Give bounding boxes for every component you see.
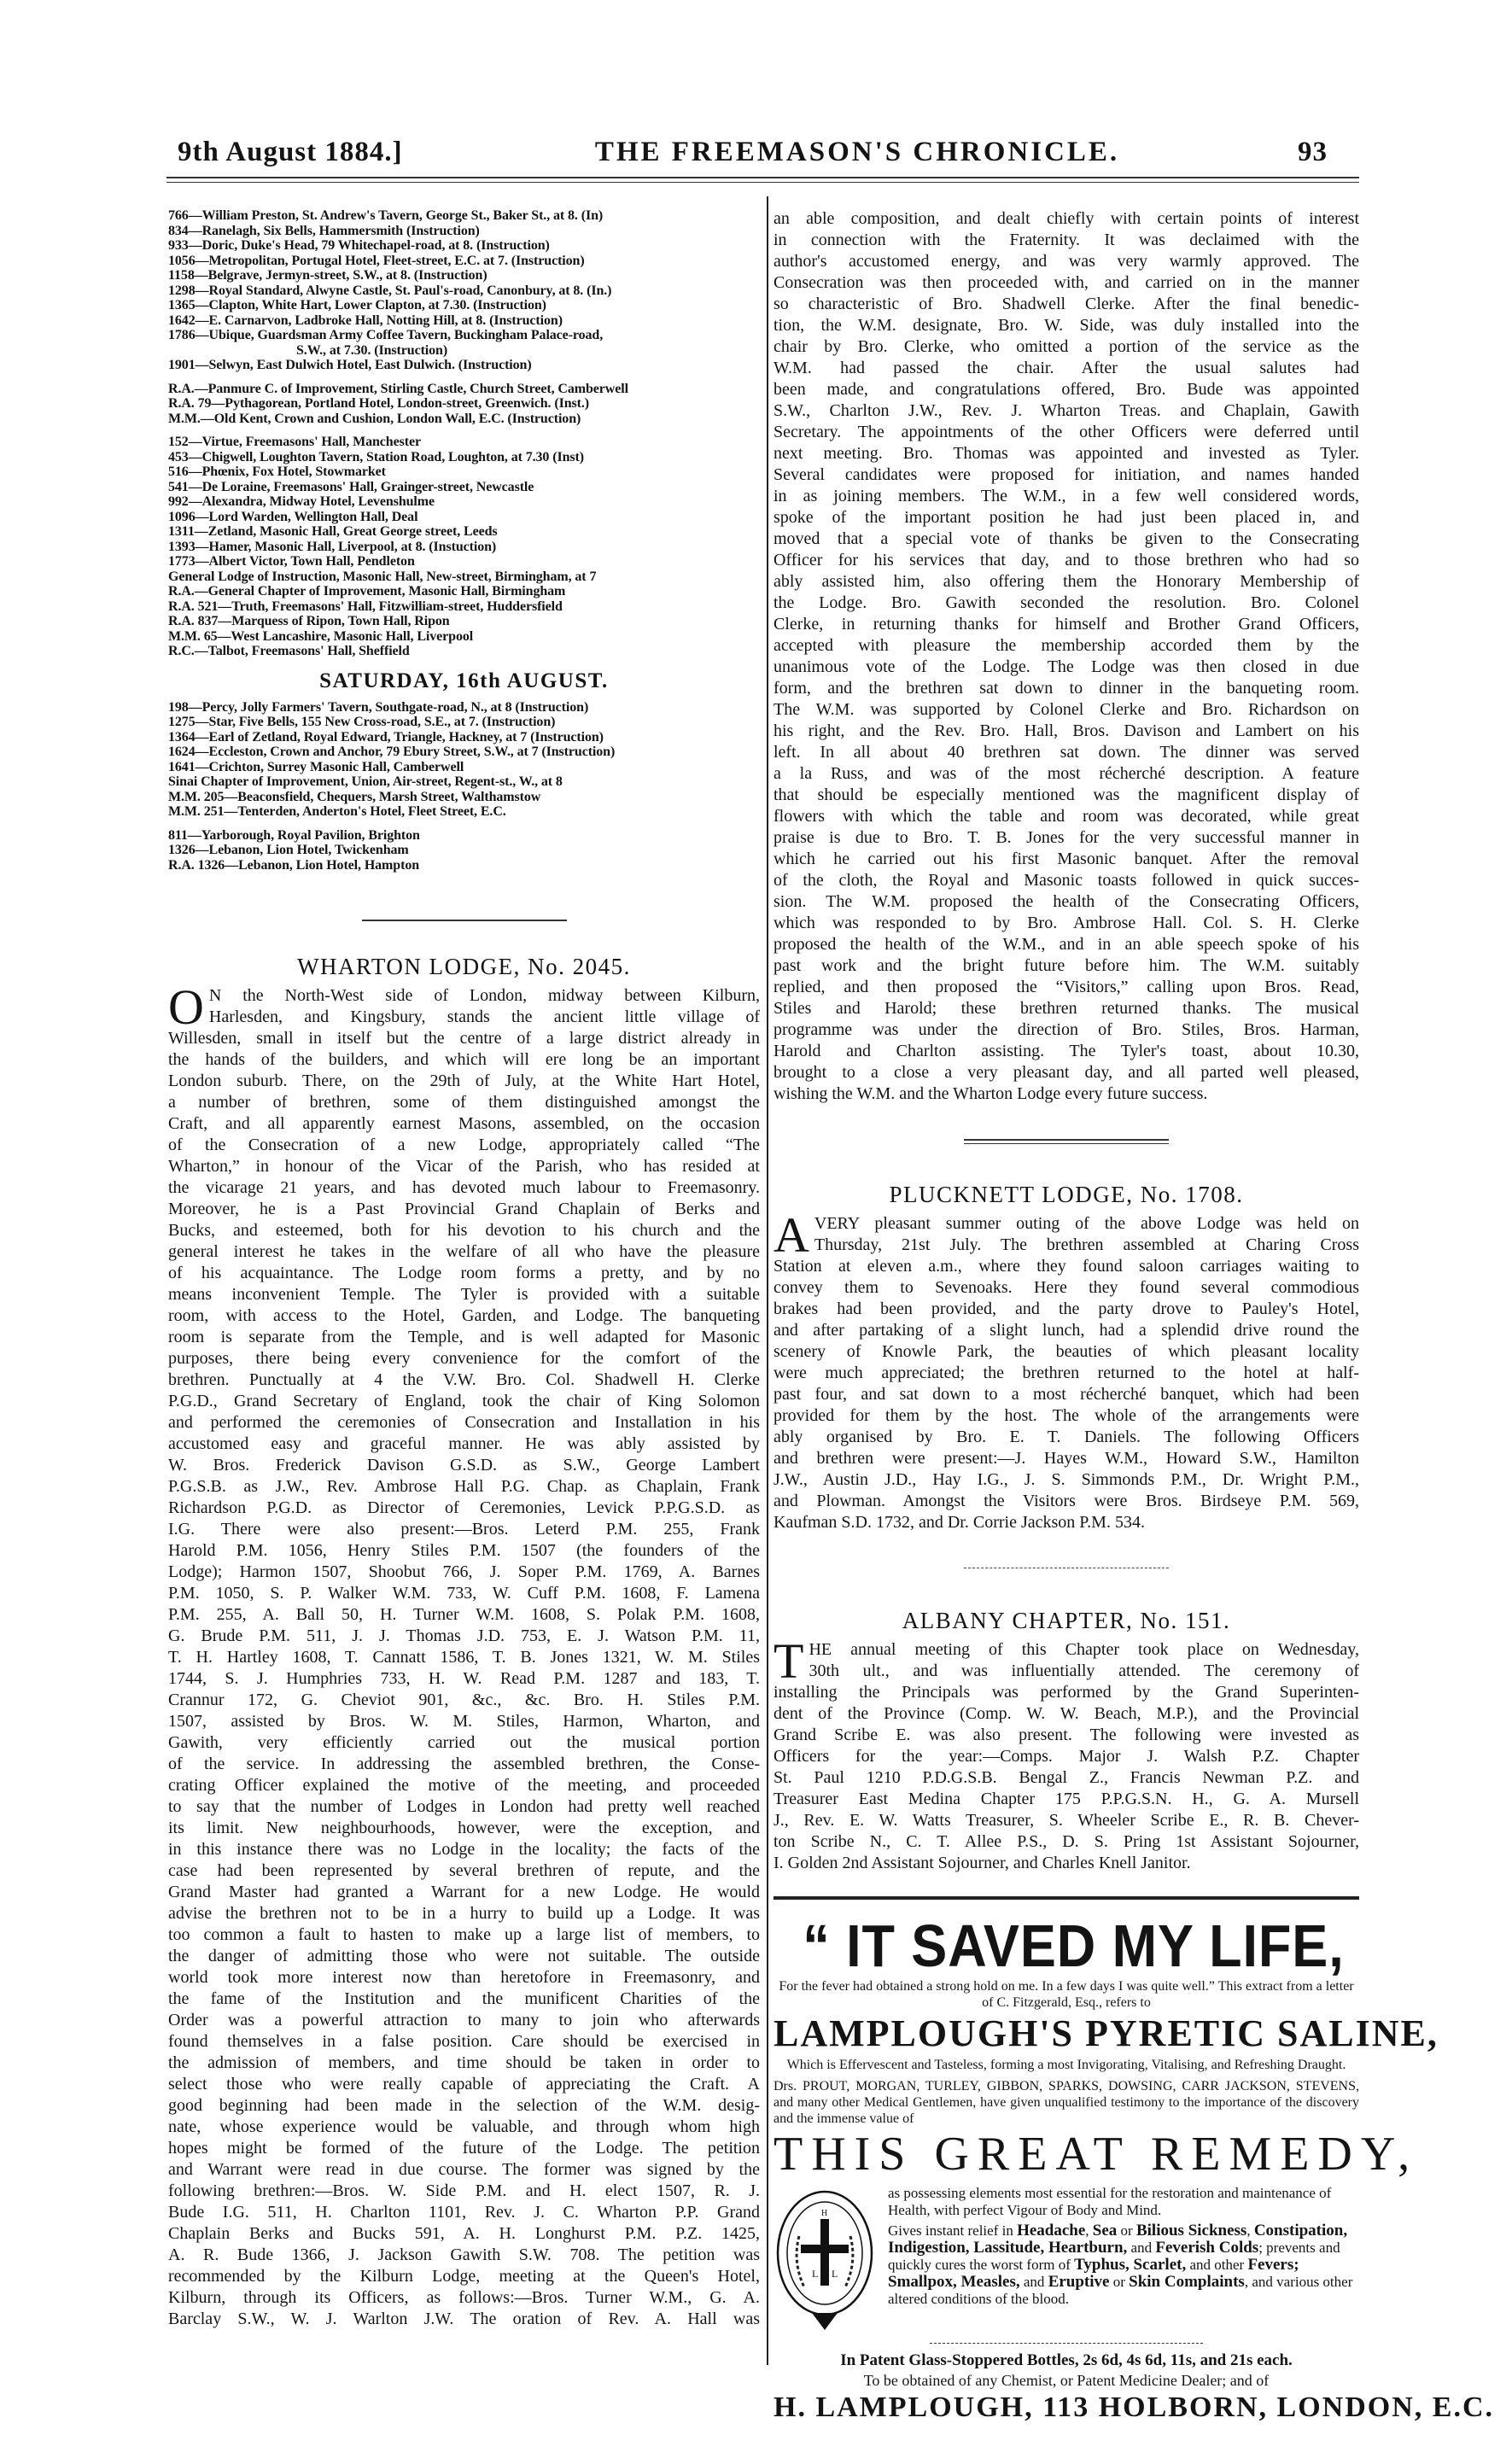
text-line: Barclay S.W., W. J. Warlton J.W. The oration of Rev. A. Hall was <box>168 2310 760 2328</box>
meeting-entry-line: R.A. 1326—Lebanon, Lion Hotel, Hampton <box>168 857 420 873</box>
text-line: I. Golden 2nd Assistant Sojourner, and Charles Knell Janitor. <box>774 1854 1191 1872</box>
text-line: hopes might be formed of the future of the Lodge. The petition <box>168 2139 760 2158</box>
text-line: HE annual meeting of this Chapter took place on Wednesday, <box>809 1640 1359 1659</box>
header-rule <box>166 177 1359 178</box>
meeting-entry-line: R.A.—Panmure C. of Improvement, Stirling Castle, Church Street, Camberwell <box>168 381 628 396</box>
meeting-entry <box>168 358 760 373</box>
meeting-entry <box>168 254 760 269</box>
text-line: crating Officer explained the motive of the meeting, and proceeded <box>168 1776 760 1795</box>
meeting-entry <box>168 584 760 599</box>
meeting-entry <box>168 283 760 299</box>
text-line: Officer for his services that day, and to those brethren who had so <box>774 551 1359 569</box>
relief-text: , and various other altered conditions of the blood. <box>888 2274 1353 2307</box>
text-line: Crannur 172, G. Cheviot 901, &c., &c. Bro. H. Stiles P.M. <box>168 1691 760 1709</box>
advert-possessing: as possessing elements most essential for the restoration and maintenance of Health, with perfect Vigour of Body and Mind. <box>888 2185 1332 2218</box>
meeting-entry <box>168 494 760 510</box>
ailment-emphasis: Eruptive <box>1048 2273 1110 2291</box>
meeting-entry-line: 1773—Albert Victor, Town Hall, Pendleton <box>168 554 415 569</box>
meeting-entry <box>168 804 760 820</box>
advert-remedy-title: THIS GREAT REMEDY, <box>774 2128 1419 2181</box>
advert-rule <box>930 2343 1203 2344</box>
trade-mark-emblem-icon <box>774 2185 876 2334</box>
text-line: an able composition, and dealt chiefly with certain points of interest <box>774 209 1359 228</box>
meeting-group <box>168 828 760 873</box>
relief-text: or <box>1117 2222 1136 2239</box>
text-line: 1744, S. J. Humphries 733, H. W. Read P.M. 1287 and 183, T. <box>168 1669 760 1688</box>
meeting-entry-line: 1365—Clapton, White Hart, Lower Clapton, at 7.30. (Instruction) <box>168 298 546 312</box>
text-line: Order was a powerful attraction to many to join who afterwards <box>168 2011 760 2029</box>
text-line: Officers for the year:—Comps. Major J. Walsh P.Z. Chapter <box>774 1747 1359 1766</box>
meeting-entry-line: 1393—Hamer, Masonic Hall, Liverpool, at 8. (Instuction) <box>168 539 497 554</box>
text-line: brakes had been provided, and the party drove to Pauley's Hotel, <box>774 1299 1359 1318</box>
ailment-emphasis: Sea <box>1092 2222 1118 2240</box>
meeting-entry-line: 933—Doric, Duke's Head, 79 Whitechapel-road, at 8. (Instruction) <box>168 238 550 253</box>
meeting-entry-line: 453—Chigwell, Loughton Tavern, Station Road, Loughton, at 7.30 (Inst) <box>168 449 584 464</box>
text-line: Harold P.M. 1056, Henry Stiles P.M. 1507 (the founders of the <box>168 1541 760 1560</box>
text-line: of the Consecration of a new Lodge, appropriately called “The <box>168 1136 760 1154</box>
relief-text: and <box>1127 2240 1156 2256</box>
meeting-entry-line: M.M. 65—West Lancashire, Masonic Hall, Liverpool <box>168 628 474 644</box>
text-line: Chaplain Berks and Bucks 591, A. H. Longhurst P.M. P.Z. 1425, <box>168 2224 760 2243</box>
article-heading-plucknett: PLUCKNETT LODGE, No. 1708. <box>889 1182 1244 1207</box>
text-line: Consecration was then proceeded with, and carried on in the manner <box>774 273 1359 292</box>
meeting-entry <box>168 700 760 715</box>
meeting-group <box>168 435 760 659</box>
meeting-entry <box>168 396 760 412</box>
text-line: I.G. There were also present:—Bros. Leterd P.M. 255, Frank <box>168 1520 760 1539</box>
text-line: world took more interest now than heretofore in Freemasonry, and <box>168 1968 760 1987</box>
meeting-entry <box>168 298 760 313</box>
text-line: good beginning had been made in the selection of the W.M. desig- <box>168 2096 760 2115</box>
text-line: a la Russ, and was of the most récherché description. A feature <box>774 764 1359 783</box>
text-line: 30th ult., and was influentially attended. The ceremony of <box>809 1661 1359 1680</box>
text-line: ton Scribe N., C. T. Allee P.S., D. S. Pring 1st Assistant Sojourner, <box>774 1832 1359 1851</box>
text-line: flowers with which the table and room was decorated, while great <box>774 807 1359 826</box>
meeting-entry-line: M.M. 251—Tenterden, Anderton's Hotel, Fleet Street, E.C. <box>168 804 506 819</box>
text-line: replied, and then proposed the “Visitors,” calling upon Bros. Read, <box>774 978 1359 996</box>
ailment-emphasis: Feverish Colds <box>1155 2239 1259 2257</box>
meeting-entry <box>168 224 760 239</box>
text-line: its limit. New neighbourhoods, however, were the exception, and <box>168 1819 760 1837</box>
ailment-emphasis: Fevers; Smallpox, Measles, <box>888 2256 1299 2291</box>
meeting-entry-line: S.W., at 7.30. (Instruction) <box>296 342 448 358</box>
text-line: Thursday, 21st July. The brethren assembled at Charing Cross <box>814 1235 1359 1254</box>
meeting-entry-line: R.C.—Talbot, Freemasons' Hall, Sheffield <box>168 644 410 658</box>
advert-address: H. LAMPLOUGH, 113 HOLBORN, LONDON, E.C. <box>774 2391 1494 2423</box>
meeting-entry <box>168 524 760 540</box>
text-line: praise is due to Bro. T. B. Jones for the very successful manner in <box>774 828 1359 847</box>
text-line: next meeting. Bro. Thomas was appointed and invested as Tyler. <box>774 444 1359 463</box>
plucknett-article-body <box>774 1207 1359 1533</box>
meeting-entry-line: R.A. 521—Truth, Freemasons' Hall, Fitzwilliam-street, Huddersfield <box>168 599 563 614</box>
text-line: purposes, there being every convenience for the comfort of the <box>168 1349 760 1368</box>
text-line: brought to a close a very pleasant day, and all parted well pleased, <box>774 1063 1359 1082</box>
advert-bottle-prices: In Patent Glass-Stoppered Bottles, 2s 6d, 4s 6d, 11s, and 21s each. <box>840 2351 1293 2369</box>
text-line: select those who were really capable of appreciating the Craft. A <box>168 2075 760 2094</box>
meeting-group <box>168 208 760 373</box>
text-line: spoke of the important position he had just been placed in, and <box>774 508 1359 527</box>
relief-text: and <box>1019 2274 1048 2290</box>
meeting-entry-line: 1641—Crichton, Surrey Masonic Hall, Camberwell <box>168 759 464 774</box>
text-line: A. R. Bude 1366, J. Jackson Gawith S.W. 708. The petition was <box>168 2245 760 2264</box>
text-line: J.W., Austin J.D., Hay I.G., J. S. Simmonds P.M., Dr. Wright P.M., <box>774 1470 1359 1489</box>
meeting-entry-line: 1275—Star, Five Bells, 155 New Cross-road, S.E., at 7. (Instruction) <box>168 715 556 729</box>
text-line: W. Bros. Frederick Davison G.S.D. as S.W., George Lambert <box>168 1456 760 1475</box>
text-line: Kilburn, through its Officers, as follows:—Bros. Turner W.M., G. A. <box>168 2288 760 2307</box>
saturday-meetings-list <box>168 700 760 873</box>
meeting-entry-line: 1056—Metropolitan, Portugal Hotel, Fleet-street, E.C. at 7. (Instruction) <box>168 253 585 268</box>
meeting-group <box>168 382 760 427</box>
text-line: Willesden, small in itself but the centre of a large district already in <box>168 1029 760 1048</box>
meeting-entry-line: 834—Ranelagh, Six Bells, Hammersmith (Instruction) <box>168 223 480 238</box>
text-line: past four, and sat down to a most récherché banquet, which had been <box>774 1385 1359 1404</box>
meeting-entry <box>168 238 760 254</box>
svg-text:L: L <box>812 2268 819 2280</box>
meeting-entry-line: 766—William Preston, St. Andrew's Tavern, George St., Baker St., at 8. (In) <box>168 208 604 223</box>
text-line: of the cloth, the Royal and Masonic toasts followed in quick succes- <box>774 871 1359 890</box>
text-line: Treasurer East Medina Chapter 175 P.P.G.S.N. H., G. A. Mursell <box>774 1790 1359 1808</box>
relief-text: , <box>1246 2222 1254 2239</box>
text-line: 1507, assisted by Bros. W. M. Stiles, Harmon, Wharton, and <box>168 1712 760 1731</box>
meeting-entry-line: 152—Virtue, Freemasons' Hall, Manchester <box>168 435 421 449</box>
column-divider <box>767 196 768 2365</box>
text-line: Secretary. The appointments of the other Officers were deferred until <box>774 423 1359 441</box>
text-line: were much appreciated; the brethren returned to the hotel at half- <box>774 1364 1359 1382</box>
relief-text: and other <box>1186 2257 1248 2273</box>
text-line: St. Paul 1210 P.D.G.S.B. Bengal Z., Francis Newman P.Z. and <box>774 1768 1359 1787</box>
meeting-entry-line: Sinai Chapter of Improvement, Union, Air-street, Regent-st., W., at 8 <box>168 774 563 789</box>
text-line: J., Rev. E. W. Watts Treasurer, S. Wheeler Scribe E., R. B. Chever- <box>774 1811 1359 1830</box>
text-line: Kaufman S.D. 1732, and Dr. Corrie Jackson P.M. 534. <box>774 1513 1145 1532</box>
svg-text:L: L <box>832 2268 838 2280</box>
relief-text: , <box>1085 2222 1093 2239</box>
albany-article-body <box>774 1633 1359 1874</box>
meeting-entry-line: 1364—Earl of Zetland, Royal Edward, Triangle, Hackney, at 7 (Instruction) <box>168 729 604 745</box>
text-line: accepted with pleasure the membership accorded them by the <box>774 636 1359 655</box>
text-line: following brethren:—Bros. W. Side P.M. and H. elect 1507, R. J. <box>168 2181 760 2200</box>
text-line: accustomed easy and graceful manner. He was ably assisted by <box>168 1434 760 1453</box>
text-line: Grand Master had granted a Warrant for a new Lodge. He would <box>168 1883 760 1901</box>
meeting-entry-line: R.A. 837—Marquess of Ripon, Town Hall, Ripon <box>168 614 450 628</box>
text-line: T. H. Hartley 1608, T. Cannatt 1586, T. B. Jones 1321, W. M. Stiles <box>168 1648 760 1667</box>
meeting-entry-line: 1326—Lebanon, Lion Hotel, Twickenham <box>168 843 409 857</box>
text-line: ably assisted him, also offering them the Honorary Membership of <box>774 572 1359 591</box>
section-rule <box>964 1139 1169 1144</box>
drop-cap: T <box>774 1633 804 1689</box>
text-line: his right, and the Rev. Bro. Hall, Bros. Davison and Lambert on his <box>774 721 1359 740</box>
text-line: Richardson P.G.D. as Director of Ceremonies, Levick P.P.G.S.D. as <box>168 1498 760 1517</box>
drop-cap: O <box>168 979 204 1035</box>
text-line: nate, whose experience would be valuable, and through whom high <box>168 2117 760 2136</box>
meeting-entry <box>168 540 760 555</box>
text-line: general interest he takes in the welfare of all who have the pleasure <box>168 1242 760 1261</box>
meeting-entry-line: 1624—Eccleston, Crown and Anchor, 79 Ebury Street, S.W., at 7 (Instruction) <box>168 745 616 759</box>
text-line: wishing the W.M. and the Wharton Lodge every future success. <box>774 1084 1208 1103</box>
meeting-entry-line: 516—Phœnix, Fox Hotel, Stowmarket <box>168 464 386 479</box>
meeting-entry-line: 992—Alexandra, Midway Hotel, Levenshulme <box>168 494 435 509</box>
meeting-entry-line: 198—Percy, Jolly Farmers' Tavern, Southgate-road, N., at 8 (Instruction) <box>168 699 589 715</box>
meeting-entry <box>168 464 760 480</box>
meeting-entry-line: 1158—Belgrave, Jermyn-street, S.W., at 8. (Instruction) <box>168 268 487 283</box>
meeting-entry <box>168 268 760 283</box>
right-column <box>774 208 1494 2426</box>
text-line: of the service. In addressing the assembled brethren, the Conse- <box>168 1755 760 1773</box>
text-line: in this instance there was no Lodge in the locality; the facts of the <box>168 1840 760 1859</box>
advert-rule <box>774 1896 1359 1900</box>
text-line: Clerke, in returning thanks for himself and Brother Grand Officers, <box>774 615 1359 634</box>
meeting-entry <box>168 599 760 615</box>
text-line: P.M. 255, A. Ball 50, H. Turner W.M. 1608, S. Polak P.M. 1608, <box>168 1605 760 1624</box>
text-line: Station at eleven a.m., where they found saloon carriages waiting to <box>774 1257 1359 1276</box>
meeting-entry <box>168 715 760 730</box>
text-line: case had been represented by several brethren of repute, and the <box>168 1861 760 1880</box>
day-heading: SATURDAY, 16th AUGUST. <box>319 669 609 692</box>
text-line: moved that a special vote of thanks be given to the Consecrating <box>774 529 1359 548</box>
text-line: and performed the ceremonies of Consecration and Installation in his <box>168 1413 760 1432</box>
advert-obtain: To be obtained of any Chemist, or Patent Medicine Dealer; and of <box>863 2372 1270 2389</box>
meeting-entry <box>168 450 760 465</box>
article-heading-albany: ALBANY CHAPTER, No. 151. <box>902 1608 1231 1633</box>
meeting-entry <box>168 790 760 805</box>
advert-remedy-block <box>774 2185 1359 2334</box>
text-line: in as joining members. The W.M., in a few well considered words, <box>774 487 1359 505</box>
text-line: past work and the bright future before him. The W.M. suitably <box>774 956 1359 975</box>
relief-text: or <box>1109 2274 1130 2290</box>
meeting-entry-line: 811—Yarborough, Royal Pavilion, Brighton <box>168 827 420 843</box>
ailment-emphasis: Bilious Sickness <box>1135 2222 1247 2240</box>
text-line: too common a fault to hasten to make up a large list of members, to <box>168 1925 760 1944</box>
meeting-entry-line: M.M.—Old Kent, Crown and Cushion, London Wall, E.C. (Instruction) <box>168 411 581 426</box>
ailment-emphasis: Typhus, Scarlet, <box>1074 2256 1187 2274</box>
meeting-entry <box>168 843 760 858</box>
text-line: Several candidates were proposed for initiation, and names handed <box>774 465 1359 484</box>
svg-text:H: H <box>821 2209 828 2218</box>
meeting-entry <box>168 554 760 569</box>
text-line: proposed the health of the W.M., and in an able speech spoke of his <box>774 935 1359 954</box>
text-line: found themselves in a false position. Care should be exercised in <box>168 2032 760 2051</box>
advertisement <box>774 1913 1494 2426</box>
newspaper-title: THE FREEMASON'S CHRONICLE. <box>594 137 1120 167</box>
meeting-entry <box>168 760 760 775</box>
text-line: room is separate from the Temple, and is well adapted for Masonic <box>168 1328 760 1346</box>
text-line: convey them to Sevenoaks. Here they found several commodious <box>774 1278 1359 1297</box>
text-line: chair by Bro. Clerke, who omitted a portion of the service as the <box>774 337 1359 356</box>
advert-testimony: Drs. PROUT, MORGAN, TURLEY, GIBBON, SPARKS, DOWSING, CARR JACKSON, STEVENS, and many other Medical Gentlemen, have given unqualified testimony to the importance of the discovery and the immense value of <box>774 2079 1359 2126</box>
text-line: dent of the Province (Comp. W. W. Beach, M.P.), and the Provincial <box>774 1704 1359 1723</box>
meeting-entry <box>168 858 760 873</box>
text-line: and after partaking of a slight lunch, had a splendid drive round the <box>774 1321 1359 1340</box>
text-line: recommended by the Kilburn Lodge, meeting at the Queen's Hotel, <box>168 2267 760 2286</box>
meeting-entry <box>168 313 760 329</box>
meeting-entry <box>168 382 760 397</box>
drop-cap: A <box>774 1207 809 1263</box>
meeting-entry <box>168 328 760 358</box>
relief-text: ; prevents and quickly cures the worst form of <box>888 2240 1340 2273</box>
text-line: Stiles and Harold; these brethren returned thanks. The musical <box>774 999 1359 1018</box>
text-line: G. Brude P.M. 511, J. J. Thomas J.D. 753, E. J. Watson P.M. 11, <box>168 1626 760 1645</box>
text-line: means inconvenient Temple. The Tyler is provided with a suitable <box>168 1285 760 1304</box>
text-line: the Lodge. Bro. Gawith seconded the resolution. Bro. Colonel <box>774 593 1359 612</box>
meeting-entry <box>168 412 760 427</box>
text-line: Craft, and all apparently earnest Masons, assembled, on the occasion <box>168 1114 760 1133</box>
meeting-entry-line: 541—De Loraine, Freemasons' Hall, Grainger-street, Newcastle <box>168 479 534 494</box>
text-line: of his acquaintance. The Lodge room forms a pretty, and by no <box>168 1264 760 1282</box>
text-line: scenery of Knowle Park, the beauties of which pleasant locality <box>774 1342 1359 1361</box>
text-line: in connection with the Fraternity. It was declaimed with the <box>774 231 1359 249</box>
meeting-entry <box>168 614 760 629</box>
text-line: Harlesden, and Kingsbury, stands the ancient little village of <box>208 1007 760 1026</box>
text-line: The W.M. was supported by Colonel Clerke and Bro. Richardson on <box>774 700 1359 719</box>
text-line: S.W., Charlton J.W., Rev. J. Wharton Treas. and Chaplain, Gawith <box>774 401 1359 420</box>
meeting-entry <box>168 435 760 450</box>
text-line: VERY pleasant summer outing of the above Lodge was held on <box>814 1214 1359 1233</box>
text-line: W.M. had passed the chair. After the usual salutes had <box>774 359 1359 377</box>
text-line: P.G.D., Grand Secretary of England, took the chair of King Solomon <box>168 1392 760 1410</box>
text-line: the fame of the Institution and the munificent Charities of the <box>168 1989 760 2008</box>
meeting-entry <box>168 629 760 645</box>
wharton-article-continued <box>774 208 1359 1105</box>
meeting-entry-line: 1786—Ubique, Guardsman Army Coffee Tavern, Buckingham Palace-road, <box>168 328 604 342</box>
text-line: unanimous vote of the Lodge. The Lodge was then closed in due <box>774 657 1359 676</box>
text-line: that should be especially mentioned was the magnificent display of <box>774 785 1359 804</box>
text-line: brethren. Punctually at 4 the V.W. Bro. Col. Shadwell H. Clerke <box>168 1370 760 1389</box>
meeting-entry-line: 1298—Royal Standard, Alwyne Castle, St. Paul's-road, Canonbury, at 8. (In.) <box>168 283 612 298</box>
meeting-entry <box>168 569 760 585</box>
meeting-entry-line: 1096—Lord Warden, Wellington Hall, Deal <box>168 509 418 524</box>
text-line: and Plowman. Amongst the Visitors were Bros. Birdseye P.M. 569, <box>774 1492 1359 1510</box>
text-line: sion. The W.M. proposed the health of the Consecrating Officers, <box>774 892 1359 911</box>
text-line: and Warrant were read in due course. The former was signed by the <box>168 2160 760 2179</box>
text-line: the vicarage 21 years, and has devoted much labour to Freemasonry. <box>168 1178 760 1197</box>
advert-quote: For the fever had obtained a strong hold on me. In a few days I was quite well.” This extract from a letter of C. Fitzgerald, Esq., refers to <box>779 1979 1354 2010</box>
text-line: ably organised by Bro. E. T. Daniels. The following Officers <box>774 1428 1359 1446</box>
advert-description: Which is Effervescent and Tasteless, forming a most Invigorating, Vitalising, and Refreshing Draught. <box>786 2058 1346 2072</box>
header-rule <box>166 182 1359 183</box>
meeting-entry <box>168 644 760 659</box>
meeting-entry-line: M.M. 205—Beaconsfield, Chequers, Marsh Street, Walthamstow <box>168 789 541 804</box>
ailment-emphasis: Constipation, Indigestion, Lassitude, Heartburn, <box>888 2222 1348 2257</box>
text-line: form, and the brethren sat down to dinner in the banqueting room. <box>774 679 1359 698</box>
text-line: tion, the W.M. designate, Bro. W. Side, was duly installed into the <box>774 316 1359 335</box>
text-line: programme was under the direction of Bro. Stiles, Bros. Harman, <box>774 1020 1359 1039</box>
text-line: Gawith, very efficiently carried out the musical portion <box>168 1733 760 1752</box>
text-line: Wharton,” in honour of the Vicar of the Parish, who has resided at <box>168 1157 760 1176</box>
text-line: room, with access to the Hotel, Garden, and Lodge. The banqueting <box>168 1306 760 1325</box>
advert-remedy-text <box>888 2185 1359 2334</box>
advert-headline: “ IT SAVED MY LIFE, <box>803 1913 1345 1979</box>
meeting-entry <box>168 730 760 745</box>
text-line: Moreover, he is a Past Provincial Grand Chaplain of Berks and <box>168 1200 760 1218</box>
meeting-entry-line: 1901—Selwyn, East Dulwich Hotel, East Dulwich. (Instruction) <box>168 358 532 372</box>
text-line: Grand Scribe E. was also present. The following were invested as <box>774 1726 1359 1744</box>
advert-relief-list <box>888 2222 1359 2308</box>
text-line: Lodge); Harmon 1507, Shoobut 766, J. Soper P.M. 1769, A. Barnes <box>168 1562 760 1581</box>
meeting-entry <box>168 774 760 790</box>
issue-date: 9th August 1884.] <box>178 137 403 167</box>
text-line: Bucks, and esteemed, both for his devotion to his church and the <box>168 1221 760 1240</box>
text-line: P.G.S.B. as J.W., Rev. Ambrose Hall P.G. Chap. as Chaplain, Frank <box>168 1477 760 1496</box>
section-rule <box>362 920 567 921</box>
text-line: provided for them by the host. The whole of the arrangements were <box>774 1406 1359 1425</box>
meeting-entry-line: General Lodge of Instruction, Masonic Hall, New-street, Birmingham, at 7 <box>168 569 597 584</box>
meeting-entry <box>168 208 760 224</box>
ailment-emphasis: Headache <box>1017 2222 1086 2240</box>
lodge-meetings-list <box>168 208 760 659</box>
text-line: installing the Principals was performed by the Grand Superinten- <box>774 1683 1359 1702</box>
article-heading-wharton: WHARTON LODGE, No. 2045. <box>297 954 631 979</box>
text-line: London suburb. There, on the 29th of July, at the White Hart Hotel, <box>168 1072 760 1090</box>
meeting-entry-line: R.A. 79—Pythagorean, Portland Hotel, London-street, Greenwich. (Inst.) <box>168 396 589 411</box>
meeting-entry-line: 1642—E. Carnarvon, Ladbroke Hall, Notting Hill, at 8. (Instruction) <box>168 312 563 328</box>
meeting-entry <box>168 480 760 495</box>
meeting-entry-line: 1311—Zetland, Masonic Hall, Great George street, Leeds <box>168 524 498 539</box>
text-line: the hands of the builders, and which will ere long be an important <box>168 1050 760 1069</box>
meeting-entry <box>168 745 760 760</box>
meeting-entry <box>168 828 760 844</box>
meeting-entry-line: R.A.—General Chapter of Improvement, Masonic Hall, Birmingham <box>168 584 566 599</box>
meeting-entry <box>168 510 760 525</box>
text-line: which he carried out his first Masonic banquet. After the removal <box>774 850 1359 868</box>
relief-text: Gives instant relief in <box>888 2222 1018 2239</box>
text-line: which was responded to by Bro. Ambrose Hall. Col. S. H. Clerke <box>774 914 1359 932</box>
text-line: so characteristic of Bro. Shadwell Clerke. After the final benedic- <box>774 295 1359 313</box>
meeting-group <box>168 700 760 820</box>
text-line: Bude I.G. 511, H. Charlton 1101, Rev. J. C. Wharton P.P. Grand <box>168 2203 760 2222</box>
text-line: to say that the number of Lodges in London had pretty well reached <box>168 1797 760 1816</box>
wharton-article-body <box>168 979 760 2330</box>
text-line: advise the brethren not to be in a hurry to build up a Lodge. It was <box>168 1904 760 1923</box>
text-line: Harold and Charlton assisting. The Tyler's toast, about 10.30, <box>774 1042 1359 1060</box>
text-line: the danger of admitting those who were not suitable. The outside <box>168 1947 760 1965</box>
text-line: and brethren were present:—J. Hayes W.M., Howard S.W., Hamilton <box>774 1449 1359 1468</box>
text-line: P.M. 1050, S. P. Walker W.M. 733, W. Cuff P.M. 1608, F. Lamena <box>168 1584 760 1603</box>
page-number: 93 <box>1298 137 1328 167</box>
text-line: N the North-West side of London, midway between Kilburn, <box>208 986 760 1005</box>
ailment-emphasis: Skin Complaints <box>1129 2273 1245 2291</box>
text-line: author's accustomed energy, and was very warmly approved. The <box>774 252 1359 271</box>
left-column <box>168 208 760 2330</box>
text-line: left. In all about 40 brethren sat down. The dinner was served <box>774 743 1359 762</box>
text-line: a number of brethren, some of them distinguished amongst the <box>168 1093 760 1112</box>
text-line: the admission of members, and time should be taken in order to <box>168 2053 760 2072</box>
text-line: been made, and congratulations offered, Bro. Bude was appointed <box>774 380 1359 399</box>
advert-brand: LAMPLOUGH'S PYRETIC SALINE, <box>774 2012 1439 2054</box>
